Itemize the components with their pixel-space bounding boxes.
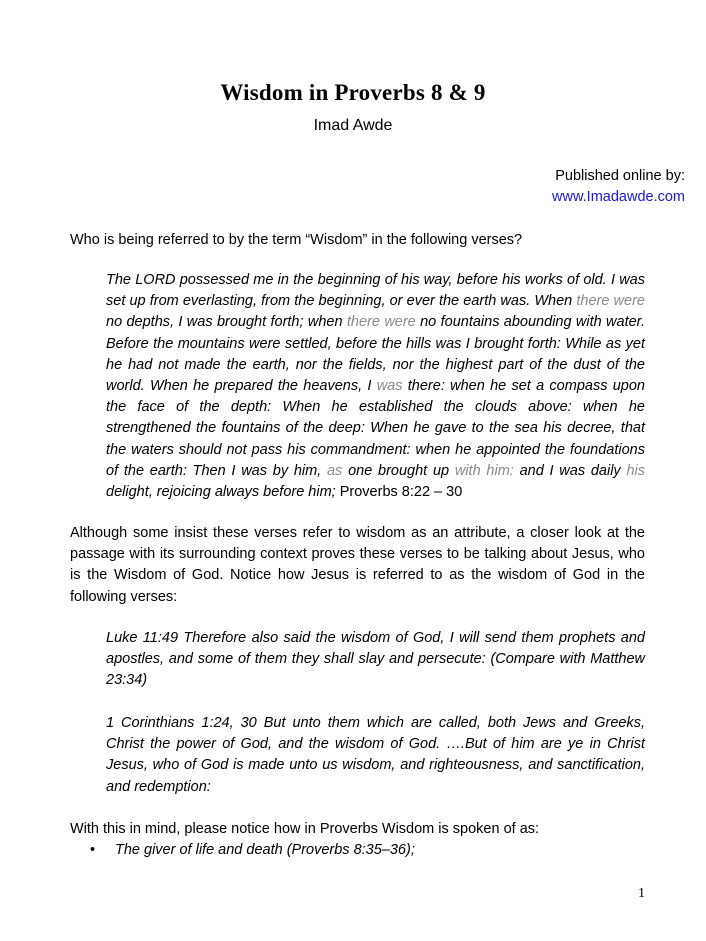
list-item-text: The giver of life and death (Proverbs 8:35–36); (115, 842, 415, 858)
published-label: Published online by: (555, 168, 685, 184)
document-title: Wisdom in Proverbs 8 & 9 (220, 80, 486, 105)
quote-text-b: no depths, I was brought forth; when (106, 314, 347, 331)
page-number: 1 (638, 886, 645, 901)
context-paragraph: Although some insist these verses refer to wisdom as an attribute, a closer look at the passage with its surrounding context proves these verses to be talking about Jesus, who is the Wisdom of God. Notice how Jesus is referred to as the wisdom of God in the following verses: (70, 525, 645, 605)
supplied-word: with him: (454, 462, 514, 479)
supplied-word: there were (576, 293, 645, 310)
supplied-word: was (376, 378, 403, 395)
luke-quote: Luke 11:49 Therefore also said the wisdom of God, I will send them prophets and apostles, and some of them they shall slay and persecute: (Compare with Matthew 23:34) (106, 630, 645, 689)
proverbs-quote (106, 270, 645, 503)
supplied-word: there were (346, 314, 416, 331)
quote-text-a: The LORD possessed me in the beginning of his way, before his works of old. I was set up from everlasting, from the beginning, or ever the earth was. When (106, 272, 645, 310)
quote-text-c: no fountains abounding with water. Before the mountains were settled, before the hills was I brought forth: While as yet he had not made the earth, nor the fields, nor the highest part of the dust of the world. When he prepared the heavens, I (106, 314, 645, 395)
scripture-reference: Proverbs 8:22 – 30 (335, 484, 463, 501)
publication-info (552, 166, 685, 208)
quote-text-h: delight, rejoicing always before him; (106, 484, 336, 501)
supplied-word: as (326, 462, 343, 479)
supplied-word: his (626, 462, 645, 479)
corinthians-quote: 1 Corinthians 1:24, 30 But unto them which are called, both Jews and Greeks, Christ the power of God, and the wisdom of God. ….But of him are ye in Christ Jesus, who of God is made unto us wisdom, and righteousness, and sanctification, and redemption: (106, 715, 645, 795)
intro-list-paragraph: With this in mind, please notice how in Proverbs Wisdom is spoken of as: (70, 821, 540, 837)
author-name: Imad Awde (313, 117, 393, 134)
quote-text-f: and I was daily (513, 462, 627, 479)
quote-text-e: one brought up (342, 462, 455, 479)
website-link[interactable]: www.Imadawde.com (552, 189, 685, 205)
list-item (90, 840, 415, 861)
question-paragraph: Who is being referred to by the term “Wisdom” in the following verses? (70, 232, 523, 248)
bullet-icon: • (90, 842, 96, 858)
quote-text-d: there: when he set a compass upon the face of the depth: When he established the clouds above: when he strengthened the fountains of the deep: When he gave to the sea his decree, that the waters should not pass his commandment: when he appointed the foundations of the earth: Then I was by him, (106, 378, 645, 479)
